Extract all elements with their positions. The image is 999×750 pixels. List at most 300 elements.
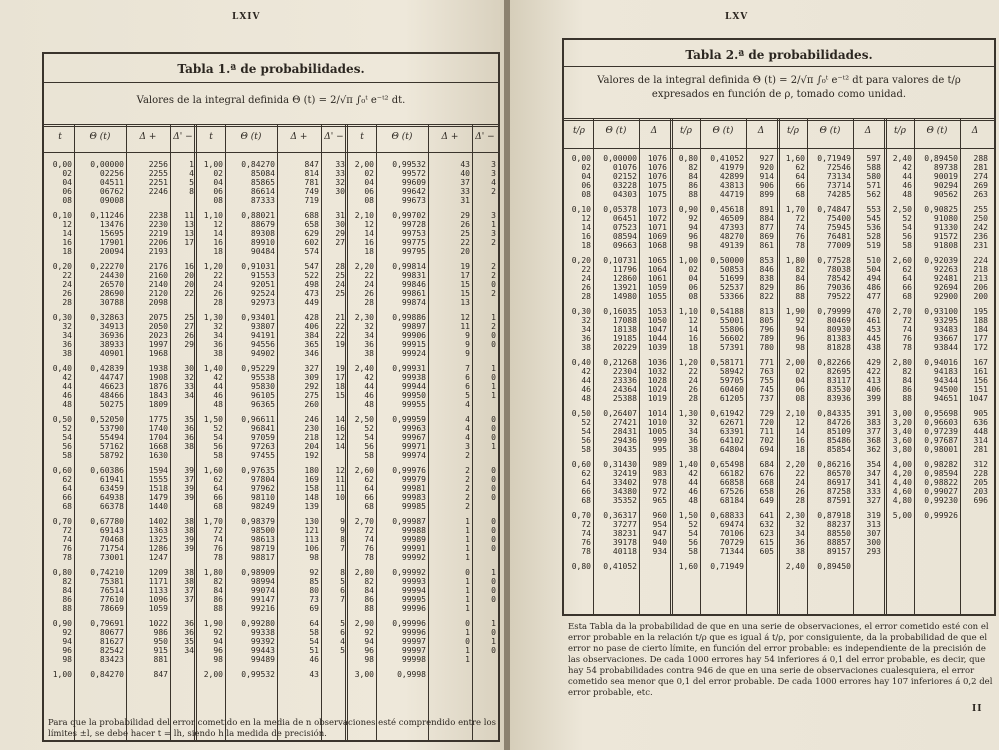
table-cell: 58942 — [719, 367, 744, 376]
table-cell: 0,88021 — [241, 211, 275, 220]
table-cell: 29 — [335, 229, 345, 238]
column-t — [567, 154, 591, 571]
table-cell: 94 — [213, 637, 223, 646]
table-cell: 1 — [465, 544, 470, 553]
table-cell: 52537 — [719, 283, 744, 292]
table-cell: 0,90 — [52, 619, 72, 628]
table-cell: 327 — [304, 364, 319, 373]
table-cell: 73714 — [826, 181, 851, 190]
table-cell: 0,89450 — [817, 562, 851, 571]
table-cell: 58 — [902, 241, 912, 250]
table-cell: 228 — [973, 469, 988, 478]
table-cell: 4 — [465, 424, 470, 433]
table-cell: 52 — [62, 424, 72, 433]
table-cell: 99989 — [401, 535, 426, 544]
table-cell: 98110 — [250, 493, 275, 502]
table-cell: 1775 — [148, 415, 168, 424]
table-cell: 90019 — [933, 172, 958, 181]
table-cell: 1071 — [647, 223, 667, 232]
table-cell: 0,52050 — [90, 415, 124, 424]
table-cell: 281 — [973, 445, 988, 454]
table-cell: 72 — [364, 526, 374, 535]
table-cell: 30788 — [99, 298, 124, 307]
table-cell: 1968 — [148, 349, 168, 358]
table-cell: 89157 — [826, 547, 851, 556]
table-cell: 77009 — [826, 241, 851, 250]
table-cell: 89738 — [933, 163, 958, 172]
table-cell: 14 — [335, 415, 345, 424]
table-cell: 0,96611 — [241, 415, 275, 424]
table-cell: 972 — [652, 487, 667, 496]
table-cell: 899 — [759, 190, 774, 199]
table-frame — [562, 38, 996, 616]
table-cell: 14 — [364, 229, 374, 238]
table-cell: 48 — [581, 394, 591, 403]
table-cell: 94 — [364, 637, 374, 646]
table-cell: 3,00 — [354, 670, 374, 679]
table-cell: 14980 — [612, 292, 637, 301]
table-cell: 99489 — [250, 655, 275, 664]
table-cell: 75945 — [826, 223, 851, 232]
table-cell: 1,20 — [203, 262, 223, 271]
table-cell: 14 — [795, 427, 805, 436]
table-cell — [172, 451, 194, 460]
table-cell: 22 — [213, 271, 223, 280]
table-cell: 151 — [973, 385, 988, 394]
table-cell: 12 — [62, 220, 72, 229]
table-cell: 02 — [688, 265, 698, 274]
table-cell: 17 — [460, 271, 470, 280]
table-cell: 64 — [213, 484, 223, 493]
table-cell: 300 — [866, 538, 881, 547]
table-cell: 27 — [184, 322, 194, 331]
table-cell: 62 — [902, 265, 912, 274]
table-cell: 85084 — [250, 169, 275, 178]
table-cell: 0,86216 — [817, 460, 851, 469]
table-cell: 1 — [491, 619, 496, 628]
table-cell: 34 — [688, 427, 698, 436]
table-cell: 0 — [491, 280, 496, 289]
table-cell: 0,32863 — [90, 313, 124, 322]
table-cell: 18 — [364, 247, 374, 256]
table-cell: 362 — [866, 445, 881, 454]
table-cell: 97263 — [250, 442, 275, 451]
table-cell: 20 — [184, 271, 194, 280]
table-cell: 1 — [189, 160, 194, 169]
column-d2 — [474, 160, 496, 679]
table-cell: 36 — [184, 433, 194, 442]
table-cell: 99950 — [401, 391, 426, 400]
table-cell: 64 — [581, 478, 591, 487]
table-cell: 995 — [652, 445, 667, 454]
table-cell: 0,61942 — [710, 409, 744, 418]
table-cell: 881 — [153, 655, 168, 664]
table-cell: 77610 — [99, 595, 124, 604]
table-cell: 1,90 — [203, 619, 223, 628]
table-cell: 0,99926 — [924, 511, 958, 520]
table-cell: 1014 — [647, 409, 667, 418]
table-cell: 71754 — [99, 544, 124, 553]
table-cell: 93667 — [933, 334, 958, 343]
table-cell: 26570 — [99, 280, 124, 289]
table-cell: 838 — [759, 274, 774, 283]
table-cell: 1050 — [647, 316, 667, 325]
table-cell: 69474 — [719, 520, 744, 529]
table-cell: 04 — [62, 178, 72, 187]
table-cell: 50275 — [99, 400, 124, 409]
table-cell: 1032 — [647, 367, 667, 376]
table-cell: 88550 — [826, 529, 851, 538]
table-cell: 16 — [364, 238, 374, 247]
table-cell: 34380 — [612, 487, 637, 496]
column-d1 — [430, 160, 470, 679]
table-cell: 0,99702 — [392, 211, 426, 220]
table-cell — [323, 670, 345, 679]
table-cell: 72 — [581, 520, 591, 529]
table-cell: 377 — [866, 427, 881, 436]
table-cell: 74 — [364, 535, 374, 544]
table-cell: 3,00 — [892, 409, 912, 418]
table-cell: 2 — [491, 238, 496, 247]
table-cell: 195 — [973, 307, 988, 316]
table-cell: 1,00 — [52, 670, 72, 679]
table-cell — [172, 298, 194, 307]
column-header: Δ + — [290, 132, 308, 142]
table-cell: 206 — [973, 283, 988, 292]
table-cell: 0,9998 — [397, 670, 426, 679]
table-cell: 1325 — [148, 535, 168, 544]
table-cell: 13 — [184, 220, 194, 229]
table-cell: 1069 — [647, 232, 667, 241]
table-cell — [172, 247, 194, 256]
table-cell: 87591 — [826, 496, 851, 505]
table-cell: 56 — [364, 442, 374, 451]
table-cell: 0,95698 — [924, 409, 958, 418]
table-cell: 1073 — [647, 205, 667, 214]
column-header: Δ' − — [475, 132, 495, 142]
table-cell: 97804 — [250, 475, 275, 484]
table-cell: 4,80 — [892, 496, 912, 505]
table-cell: 213 — [973, 274, 988, 283]
table-cell: 0,99959 — [392, 415, 426, 424]
table-cell: 0,99996 — [392, 619, 426, 628]
table-cell: 48 — [688, 496, 698, 505]
table-cell: 0,93100 — [924, 307, 958, 316]
table-cell: 0,70 — [571, 511, 591, 520]
table-cell: 861 — [759, 241, 774, 250]
table-cell: 46 — [688, 487, 698, 496]
table-cell: 19185 — [612, 334, 637, 343]
table-cell: 66378 — [99, 502, 124, 511]
table-cell: 0,40 — [52, 364, 72, 373]
table-cell: 789 — [759, 334, 774, 343]
table-cell: 1997 — [148, 340, 168, 349]
table-cell: 1 — [465, 526, 470, 535]
table-cell: 12 — [460, 313, 470, 322]
table-cell: 1061 — [647, 274, 667, 283]
table-cell: 333 — [866, 487, 881, 496]
table-cell: 99915 — [401, 340, 426, 349]
table-cell: 96 — [795, 334, 805, 343]
table-cell: 814 — [304, 169, 319, 178]
table-cell: 18 — [795, 445, 805, 454]
table-cell: 553 — [866, 205, 881, 214]
table-cell: 66 — [902, 283, 912, 292]
table-cell: 16 — [62, 238, 72, 247]
table-cell: 0,99992 — [392, 568, 426, 577]
table-cell: 5 — [189, 178, 194, 187]
table-cell: 86 — [364, 595, 374, 604]
table-cell: 24 — [62, 280, 72, 289]
table-cell: 66 — [62, 493, 72, 502]
table-cell: 927 — [759, 154, 774, 163]
table-cell: 99938 — [401, 373, 426, 382]
table-cell: 1019 — [647, 394, 667, 403]
table-cell: 2,40 — [892, 154, 912, 163]
table-cell: 884 — [759, 214, 774, 223]
table-cell: 33 — [335, 169, 345, 178]
table-cell — [172, 349, 194, 358]
table-cell: 676 — [759, 469, 774, 478]
table-cell: 26 — [688, 385, 698, 394]
table-cell: 1024 — [647, 385, 667, 394]
table-cell: 14 — [581, 223, 591, 232]
table-cell: 1 — [465, 577, 470, 586]
table-cell: 06762 — [99, 187, 124, 196]
table-cell: 0,50 — [571, 409, 591, 418]
table-cell: 965 — [652, 496, 667, 505]
table-cell: 1 — [465, 628, 470, 637]
table-cell: 85854 — [826, 445, 851, 454]
table-cell: 08 — [62, 196, 72, 205]
table-cell: 2,60 — [892, 256, 912, 265]
table-cell: 56602 — [719, 334, 744, 343]
table-cell: 1,90 — [785, 307, 805, 316]
table-cell: 947 — [652, 529, 667, 538]
table-cell: 1055 — [647, 292, 667, 301]
table-cell: 53366 — [719, 292, 744, 301]
column-t — [199, 160, 223, 679]
table-cell: 17 — [335, 373, 345, 382]
table-cell: 58 — [688, 547, 698, 556]
table-cell: 0,60 — [52, 466, 72, 475]
table-cell: 06 — [213, 187, 223, 196]
table-cell: 92900 — [933, 292, 958, 301]
table-cell: 18 — [581, 241, 591, 250]
table-cell: 64 — [364, 484, 374, 493]
table-cell: 32 — [335, 178, 345, 187]
table-cell: 1,60 — [785, 154, 805, 163]
table-cell: 5,00 — [892, 511, 912, 520]
table-cell: 88 — [795, 292, 805, 301]
table-cell: 91808 — [933, 241, 958, 250]
table-cell: 99392 — [250, 637, 275, 646]
table-cell: 28431 — [612, 427, 637, 436]
table-cell: 52 — [213, 424, 223, 433]
table-cell: 2,40 — [785, 562, 805, 571]
table-cell: 71344 — [719, 547, 744, 556]
table-cell: 1 — [465, 646, 470, 655]
table-cell: 184 — [973, 325, 988, 334]
table-cell: 771 — [759, 358, 774, 367]
table-cell: 96 — [688, 232, 698, 241]
table-cell: 80677 — [99, 628, 124, 637]
table-cell: 04 — [213, 178, 223, 187]
table-cell: 25 — [335, 289, 345, 298]
table-cell: 48 — [213, 400, 223, 409]
table-cell: 0,98909 — [241, 568, 275, 577]
table-cell: 36 — [688, 436, 698, 445]
table-cell: 74285 — [826, 190, 851, 199]
table-cell: 1010 — [647, 418, 667, 427]
table-cell: 48 — [364, 400, 374, 409]
table-cell: 98500 — [250, 526, 275, 535]
table-cell: 42 — [62, 373, 72, 382]
table-cell: 172 — [973, 343, 988, 352]
table-cell: 99995 — [401, 595, 426, 604]
column-d2 — [323, 160, 345, 679]
table-cell: 51 — [309, 646, 319, 655]
table-cell: 73134 — [826, 172, 851, 181]
table-cell: 82695 — [826, 367, 851, 376]
table-cell: 04 — [688, 274, 698, 283]
table-cell: 3 — [465, 442, 470, 451]
table-cell: 54 — [309, 637, 319, 646]
table-cell — [323, 196, 345, 205]
table-cell: 46 — [364, 391, 374, 400]
table-cell: 989 — [652, 460, 667, 469]
table-cell: 24 — [581, 274, 591, 283]
table-cell: 905 — [973, 409, 988, 418]
table-cell: 51699 — [719, 274, 744, 283]
table-cell: 04 — [364, 178, 374, 187]
table-cell: 99998 — [401, 655, 426, 664]
table-cell: 56 — [213, 442, 223, 451]
table-cell: 1,00 — [678, 256, 698, 265]
table-cell: 0 — [491, 373, 496, 382]
table-cell: 13 — [460, 298, 470, 307]
table-cell: 90562 — [933, 190, 958, 199]
column-header: Θ (t) — [605, 126, 627, 136]
table-cell: 76 — [364, 544, 374, 553]
table-cell: 72 — [902, 316, 912, 325]
table-cell: 7 — [465, 364, 470, 373]
table-cell: 8 — [340, 535, 345, 544]
table-cell: 92 — [213, 628, 223, 637]
table-cell: 26 — [62, 289, 72, 298]
table-cell: 13921 — [612, 283, 637, 292]
table-cell: 93483 — [933, 325, 958, 334]
table-cell: 33 — [184, 382, 194, 391]
table-cell: 158 — [304, 484, 319, 493]
table-cell: 82 — [213, 577, 223, 586]
table-cell: 0,65498 — [710, 460, 744, 469]
table-cell: 78 — [902, 343, 912, 352]
table-cell: 0 — [491, 517, 496, 526]
table-cell: 44747 — [99, 373, 124, 382]
table-cell: 83936 — [826, 394, 851, 403]
table-cell: 36936 — [99, 331, 124, 340]
table-cell: 391 — [866, 409, 881, 418]
table-cell — [474, 247, 496, 256]
table-cell: 38 — [364, 349, 374, 358]
column-d — [748, 154, 774, 571]
table-cell: 06 — [795, 385, 805, 394]
table-cell: 04511 — [99, 178, 124, 187]
table-cell: 40 — [460, 169, 470, 178]
table-cell: 0 — [491, 586, 496, 595]
column-header: Θ (t) — [926, 126, 948, 136]
table-cell: 0,96603 — [924, 418, 958, 427]
table-cell: 08 — [795, 394, 805, 403]
column-d — [641, 154, 667, 571]
table-cell: 23336 — [612, 376, 637, 385]
column-d2 — [172, 160, 194, 679]
column-header: Δ' − — [324, 132, 344, 142]
table-cell: 68 — [795, 190, 805, 199]
table-cell: 56 — [902, 232, 912, 241]
column-t — [888, 154, 912, 520]
table-cell: 70468 — [99, 535, 124, 544]
table-cell: 78 — [62, 553, 72, 562]
table-cell: 06 — [62, 187, 72, 196]
table-cell: 92 — [364, 628, 374, 637]
table-cell: 32 — [364, 322, 374, 331]
table-cell: 14 — [62, 229, 72, 238]
table-cell: 76514 — [99, 586, 124, 595]
table-cell: 39 — [184, 535, 194, 544]
table-cell: 0,11246 — [90, 211, 124, 220]
table-cell: 1594 — [148, 466, 168, 475]
table-cell: 0,16035 — [603, 307, 637, 316]
table-cell — [323, 451, 345, 460]
table-cell: 68 — [62, 502, 72, 511]
table-cell: 99443 — [250, 646, 275, 655]
table-cell: 48270 — [719, 232, 744, 241]
table-cell: 18 — [213, 247, 223, 256]
table-cell: 0 — [465, 568, 470, 577]
table-cell: 68184 — [719, 496, 744, 505]
table-cell: 950 — [153, 637, 168, 646]
table-cell: 891 — [759, 205, 774, 214]
table-cell: 2238 — [148, 211, 168, 220]
table-cell: 0,94016 — [924, 358, 958, 367]
table-cell: 4 — [465, 415, 470, 424]
table-cell: 16 — [213, 238, 223, 247]
table-cell: 33 — [335, 160, 345, 169]
table-cell: 519 — [866, 241, 881, 250]
table-cell: 2 — [465, 484, 470, 493]
table-cell: 0,90 — [678, 205, 698, 214]
table-cell: 11 — [335, 475, 345, 484]
table-cell — [323, 349, 345, 358]
table-cell: 528 — [866, 232, 881, 241]
table-cell: 34 — [795, 529, 805, 538]
table-cell: 218 — [304, 433, 319, 442]
table-cell: 2 — [465, 451, 470, 460]
table-cell: 281 — [973, 163, 988, 172]
table-cell — [323, 655, 345, 664]
column-header: Θ (t) — [391, 132, 413, 142]
table-cell: 76 — [213, 544, 223, 553]
table-cell: 81383 — [826, 334, 851, 343]
table-cell: 24 — [688, 376, 698, 385]
table-cell: 293 — [866, 547, 881, 556]
table-cell — [474, 451, 496, 460]
table-cell: 2,80 — [354, 568, 374, 577]
table-cell: 99728 — [401, 220, 426, 229]
table-cell: 08594 — [612, 232, 637, 241]
